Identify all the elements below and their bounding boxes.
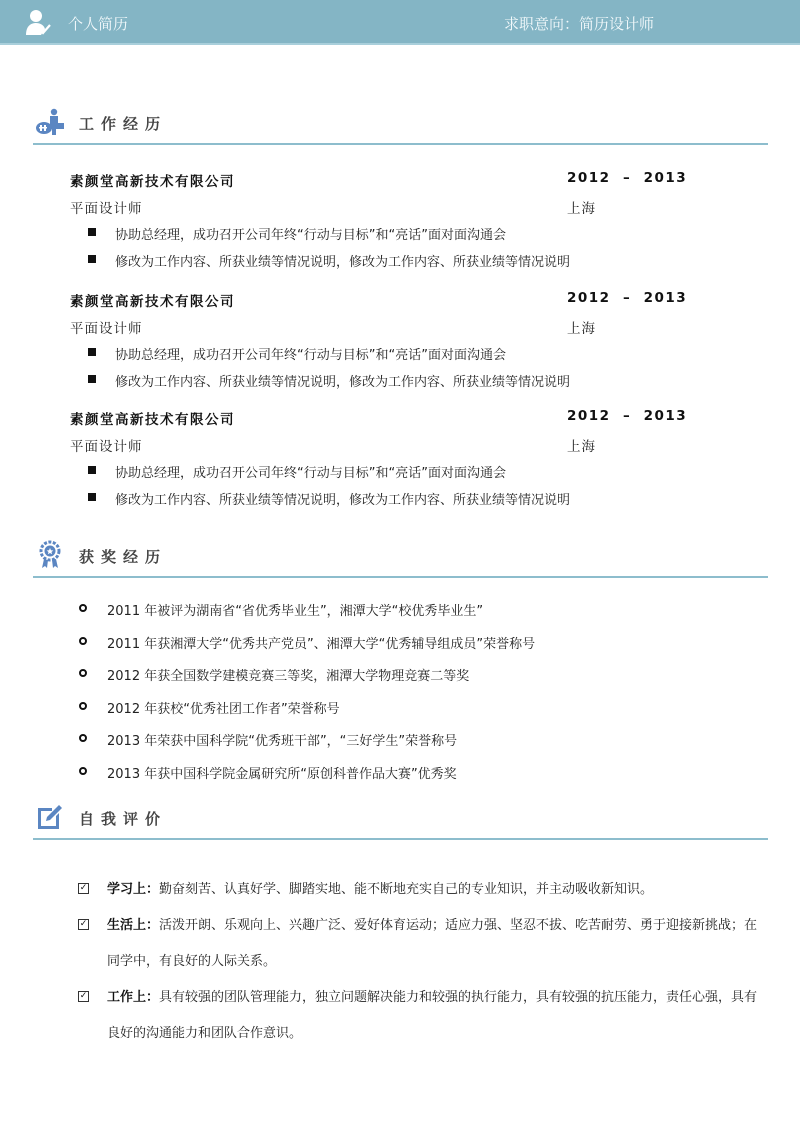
award-item [78,763,758,796]
square-bullet-icon [88,375,96,383]
square-bullet-icon [88,493,96,501]
job-entry [70,290,690,398]
section-divider [33,576,768,578]
section-divider [33,143,768,145]
job-entry [70,170,690,278]
award-ribbon-icon [35,540,65,570]
duty-text: 协助总经理，成功召开公司年终“行动与目标”和“亮话”面对面沟通会 [115,348,506,363]
evaluation-text: 具有较强的团队管理能力，独立问题解决能力和较强的执行能力，具有较强的抗压能力，责任心强，具有良好的沟通能力和团队合作意识。 [107,990,758,1041]
job-objective: 求职意向：简历设计师 [504,15,655,33]
award-item [78,698,758,731]
section-title: 获奖经历 [79,548,168,566]
duty-text: 修改为工作内容、所获业绩等情况说明，修改为工作内容、所获业绩等情况说明 [115,493,571,508]
checkbox-checked-icon: ✓ [79,883,88,893]
page-header [0,0,800,45]
duty-text: 协助总经理，成功召开公司年终“行动与目标”和“亮话”面对面沟通会 [115,228,506,243]
worker-briefcase-icon [35,107,65,137]
self-evaluation-list [78,872,758,1052]
circle-bullet-icon [79,637,87,645]
square-bullet-icon [88,348,96,356]
section-title: 工作经历 [79,115,168,133]
section-divider [33,838,768,840]
job-position: 平面设计师 [70,321,143,337]
award-text: 2011 年被评为湖南省“省优秀毕业生”，湘潭大学“校优秀毕业生” [107,604,484,619]
circle-bullet-icon [79,734,87,742]
section-work-experience [33,105,768,145]
edit-pencil-icon [35,802,65,832]
duty-item [70,462,690,489]
square-bullet-icon [88,228,96,236]
duty-item [70,371,690,398]
award-text: 2013 年荣获中国科学院“优秀班干部”，“三好学生”荣誉称号 [107,734,458,749]
company-name: 素颜堂高新技术有限公司 [70,174,235,190]
circle-bullet-icon [79,702,87,710]
duty-text: 修改为工作内容、所获业绩等情况说明，修改为工作内容、所获业绩等情况说明 [115,375,571,390]
section-awards [33,538,768,578]
evaluation-item [78,908,758,980]
checkbox-checked-icon: ✓ [79,919,88,929]
circle-bullet-icon [79,767,87,775]
award-item [78,665,758,698]
duty-item [70,224,690,251]
evaluation-key: 工作上： [107,990,160,1005]
square-bullet-icon [88,255,96,263]
evaluation-item [78,980,758,1052]
evaluation-item [78,872,758,908]
evaluation-text: 勤奋刻苦、认真好学、脚踏实地、能不断地充实自己的专业知识，并主动吸收新知识。 [159,882,654,897]
job-city: 上海 [567,201,596,217]
job-period: 2012 – 2013 [567,408,688,424]
duty-item [70,344,690,371]
duty-item [70,489,690,516]
evaluation-text: 活泼开朗、乐观向上、兴趣广泛、爱好体育运动；适应力强、坚忍不拔、吃苦耐劳、勇于迎接新挑战；在同学中，有良好的人际关系。 [107,918,758,969]
award-text: 2013 年获中国科学院金属研究所“原创科普作品大赛”优秀奖 [107,766,457,782]
duty-text: 协助总经理，成功召开公司年终“行动与目标”和“亮话”面对面沟通会 [115,466,506,481]
job-entry [70,408,690,516]
award-text: 2012 年获全国数学建模竞赛三等奖，湘潭大学物理竞赛二等奖 [107,669,470,684]
job-position: 平面设计师 [70,439,143,455]
company-name: 素颜堂高新技术有限公司 [70,412,235,428]
company-name: 素颜堂高新技术有限公司 [70,294,235,310]
job-period: 2012 – 2013 [567,290,688,306]
award-item [78,633,758,666]
duty-text: 修改为工作内容、所获业绩等情况说明，修改为工作内容、所获业绩等情况说明 [115,255,571,270]
evaluation-key: 生活上： [107,918,160,933]
section-title: 自我评价 [79,810,168,828]
job-city: 上海 [567,439,596,455]
circle-bullet-icon [79,669,87,677]
square-bullet-icon [88,466,96,474]
duty-item [70,251,690,278]
job-period: 2012 – 2013 [567,170,688,186]
user-check-icon [24,8,52,36]
award-item [78,730,758,763]
job-city: 上海 [567,321,596,337]
award-text: 2012 年获校“优秀社团工作者”荣誉称号 [107,701,340,717]
header-title: 个人简历 [68,15,129,33]
job-position: 平面设计师 [70,201,143,217]
award-text: 2011 年获湘潭大学“优秀共产党员”、湘潭大学“优秀辅导组成员”荣誉称号 [107,636,536,652]
circle-bullet-icon [79,604,87,612]
section-self-evaluation [33,800,768,840]
awards-list [78,600,758,795]
evaluation-key: 学习上： [107,882,160,897]
award-item [78,600,758,633]
checkbox-checked-icon: ✓ [79,991,88,1001]
